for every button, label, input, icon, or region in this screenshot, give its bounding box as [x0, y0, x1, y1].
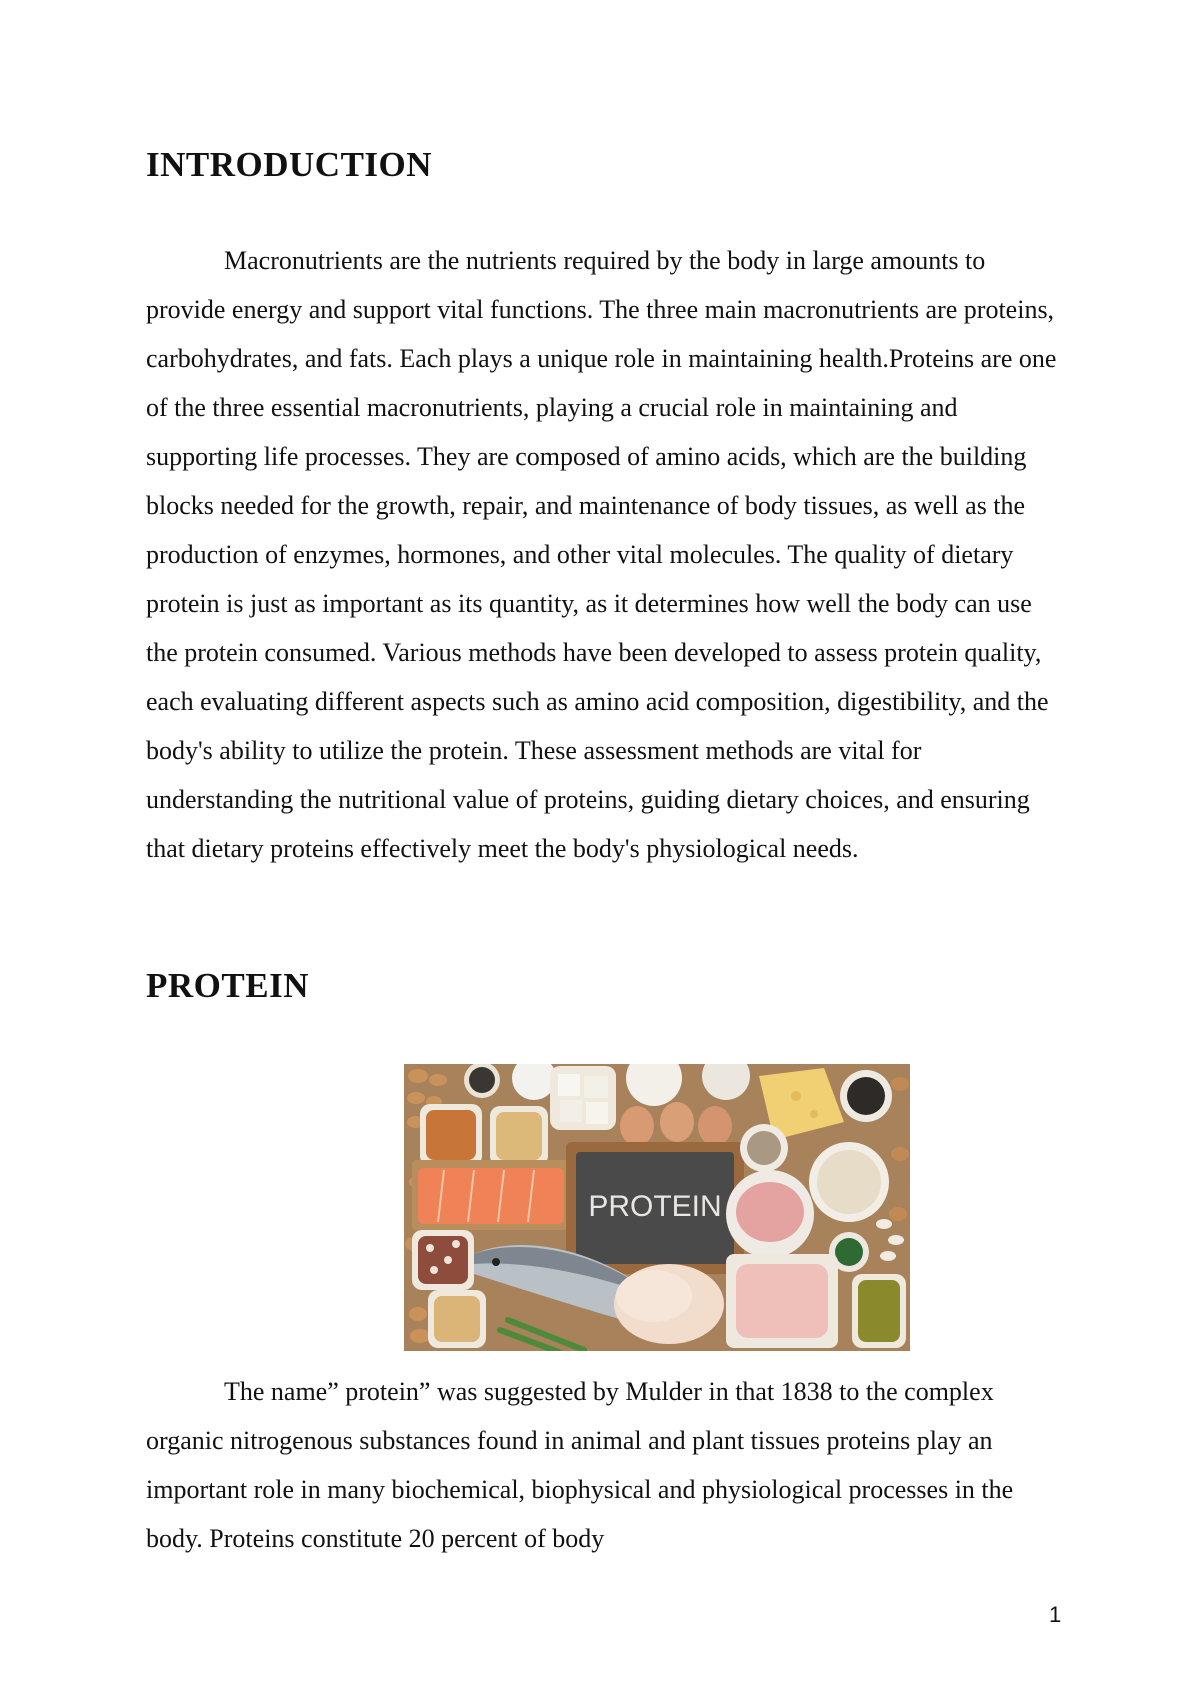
protein-foods-image — [404, 1064, 910, 1351]
protein-paragraph: The name” protein” was suggested by Mulder in that 1838 to the complex organic nitrogenous substances found in animal and plant tissues proteins play an important role in many biochemical, biophysical and physiological processes in the body. Proteins constitute 20 percent of body — [146, 1377, 1014, 1553]
protein-heading: PROTEIN — [146, 966, 309, 1005]
chalkboard-text: PROTEIN — [588, 1190, 722, 1223]
introduction-heading: INTRODUCTION — [146, 145, 433, 184]
page-number: 1 — [1049, 1602, 1062, 1627]
introduction-paragraph: Macronutrients are the nutrients required by the body in large amounts to provide energy and support vital functions. The three main macronutrients are proteins, carbohydrates, and fats. Each plays a unique role in maintaining health.Proteins are one of the three essential macronutrients, playing a crucial role in maintaining and supporting life processes. They are composed of amino acids, which are the building blocks needed for the growth, repair, and maintenance of body tissues, as well as the production of enzymes, hormones, and other vital molecules. The quality of dietary protein is just as important as its quantity, as it determines how well the body can use the protein consumed. Various methods have been developed to assess protein quality, each evaluating different aspects such as amino acid composition, digestibility, and the body's ability to utilize the protein. These assessment methods are vital for understanding the nutritional value of proteins, guiding dietary choices, and ensuring that dietary proteins effectively meet the body's physiological needs. — [146, 246, 1057, 863]
